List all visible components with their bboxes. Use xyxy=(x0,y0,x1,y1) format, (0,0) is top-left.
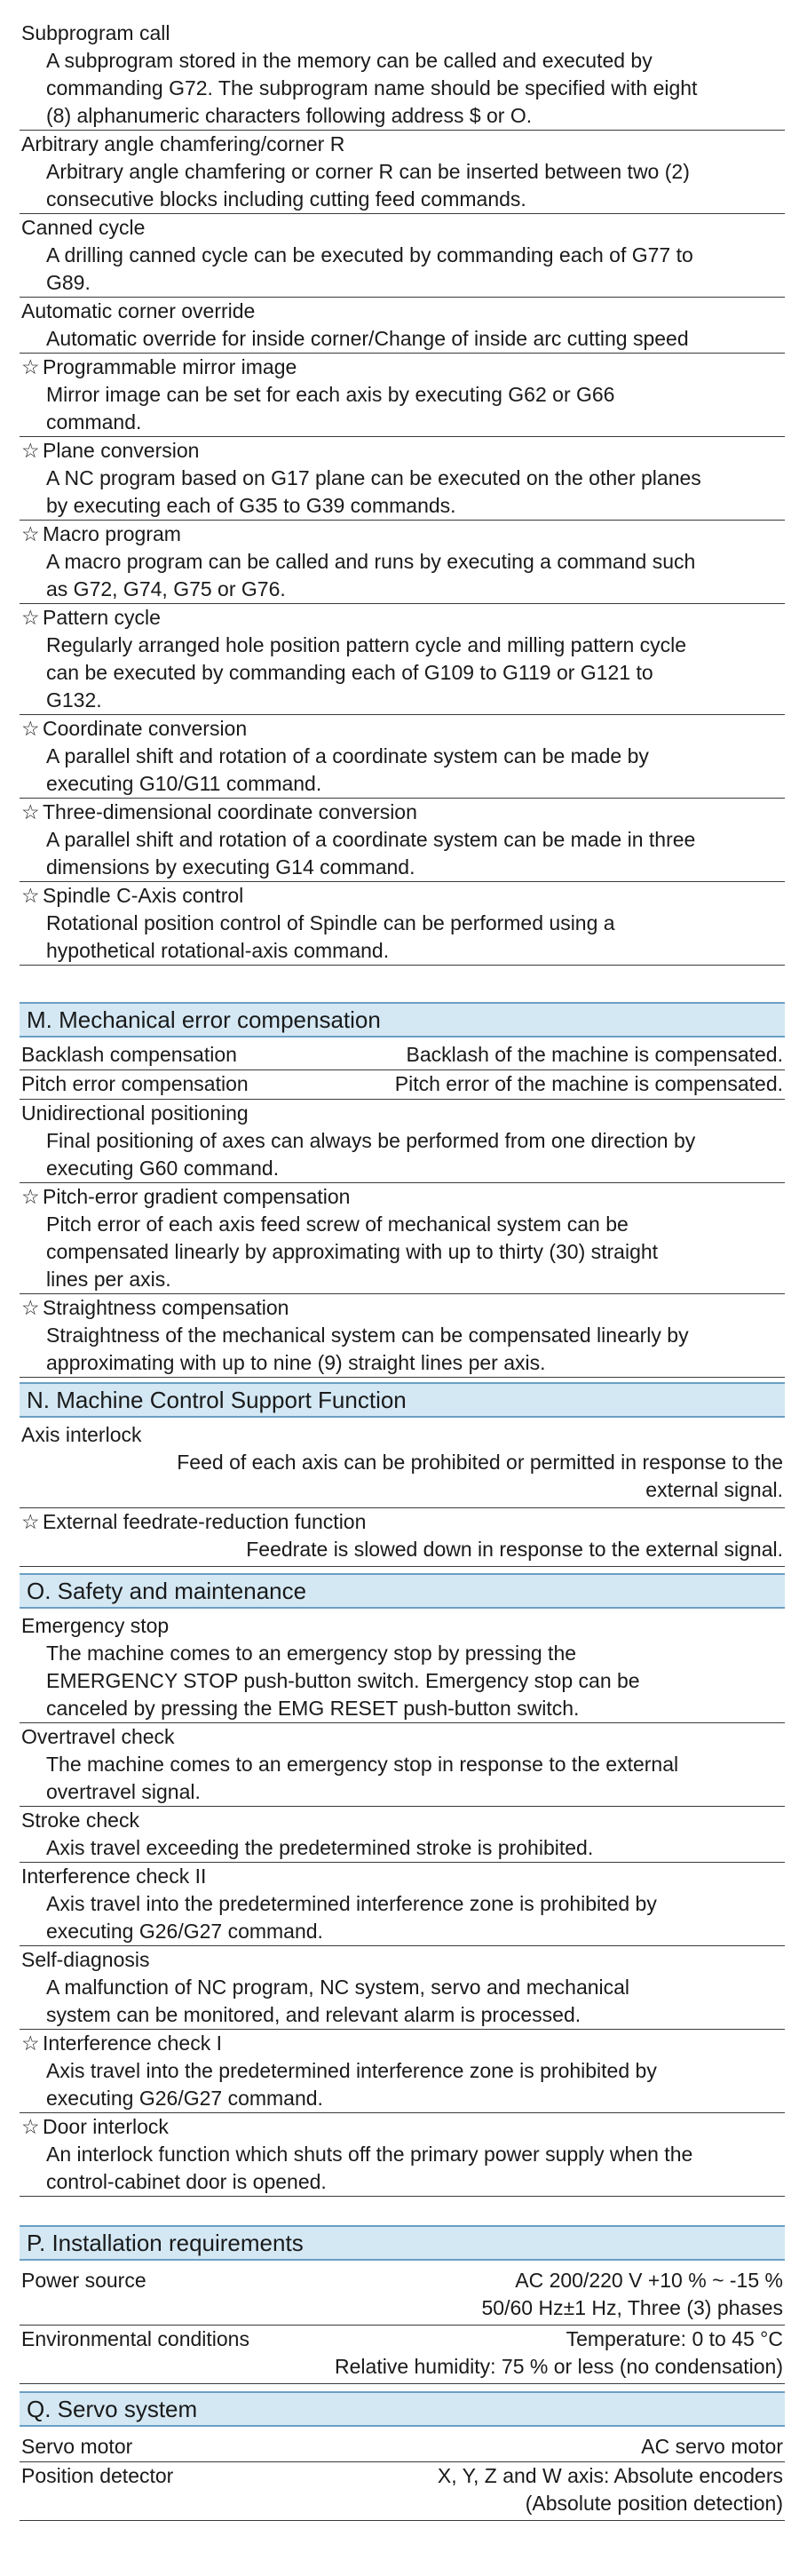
item-desc-line: Feedrate is slowed down in response to the external signal. xyxy=(246,1538,783,1561)
section-l-items xyxy=(20,20,785,966)
item-desc-line: G132. xyxy=(46,688,102,712)
item-subprogram-call xyxy=(20,20,785,131)
item-door-interlock xyxy=(20,2113,785,2197)
item-self-diagnosis xyxy=(20,1946,785,2030)
row-value-2: 50/60 Hz±1 Hz, Three (3) phases xyxy=(481,2296,783,2319)
item-desc-line: A malfunction of NC program, NC system, servo and mechanical xyxy=(46,1976,630,1999)
section-p-heading: P. Installation requirements xyxy=(20,2225,785,2261)
item-pattern-cycle xyxy=(20,604,785,715)
item-canned-cycle xyxy=(20,214,785,298)
item-desc-line: lines per axis. xyxy=(46,1268,171,1291)
item-macro-program xyxy=(20,521,785,604)
star-icon: ☆ xyxy=(21,2115,40,2138)
item-title: ☆ Plane conversion xyxy=(20,437,785,465)
item-automatic-corner-override xyxy=(20,298,785,354)
item-desc-line: commanding G72. The subprogram name should be specified with eight xyxy=(46,76,698,99)
item-desc-line: compensated linearly by approximating with up to thirty (30) straight xyxy=(46,1240,659,1263)
item-desc-line: Arbitrary angle chamfering or corner R can be inserted between two (2) xyxy=(46,160,690,183)
star-icon: ☆ xyxy=(21,606,40,629)
section-q-heading: Q. Servo system xyxy=(20,2391,785,2427)
item-desc-line: A drilling canned cycle can be executed by commanding each of G77 to xyxy=(46,243,693,266)
item-three-dimensional-coordinate-conversion xyxy=(20,799,785,882)
item-coordinate-conversion xyxy=(20,715,785,799)
item-desc-line: Axis travel into the predetermined interference zone is prohibited by xyxy=(46,1892,657,1915)
item-unidirectional-positioning xyxy=(20,1100,785,1183)
row-value: Backlash of the machine is compensated. xyxy=(406,1043,783,1066)
row-value: AC 200/220 V +10 % ~ -15 % xyxy=(515,2269,783,2292)
section-m-heading: M. Mechanical error compensation xyxy=(20,1002,785,1038)
item-title: Emergency stop xyxy=(21,1614,170,1637)
item-desc-line: hypothetical rotational-axis command. xyxy=(46,939,390,962)
spec-row-pitch-error xyxy=(20,1070,785,1100)
item-plane-conversion xyxy=(20,437,785,521)
item-title: Canned cycle xyxy=(21,216,146,239)
item-title: ☆ Spindle C-Axis control xyxy=(20,882,785,910)
spec-row-backlash xyxy=(20,1041,785,1070)
section-n-heading: N. Machine Control Support Function xyxy=(20,1382,785,1418)
item-programmable-mirror-image xyxy=(20,354,785,437)
item-desc-line: The machine comes to an emergency stop by pressing the xyxy=(46,1642,577,1665)
item-desc-line: Rotational position control of Spindle can be performed using a xyxy=(46,911,615,934)
item-desc-line: A parallel shift and rotation of a coordinate system can be made in three xyxy=(46,828,696,851)
row-value: Temperature: 0 to 45 °C xyxy=(566,2327,783,2350)
row-value-2: Relative humidity: 75 % or less (no condensation) xyxy=(335,2355,783,2378)
item-emergency-stop xyxy=(20,1612,785,1723)
item-desc-line: A NC program based on G17 plane can be executed on the other planes xyxy=(46,466,701,489)
item-title: ☆ Straightness compensation xyxy=(20,1294,785,1322)
item-desc-line: The machine comes to an emergency stop in response to the external xyxy=(46,1753,679,1776)
item-title: ☆ Three-dimensional coordinate conversion xyxy=(20,799,785,826)
item-title: Automatic corner override xyxy=(21,299,256,322)
star-icon: ☆ xyxy=(21,1185,40,1208)
item-desc-line: dimensions by executing G14 command. xyxy=(46,855,415,879)
star-icon: ☆ xyxy=(21,1296,40,1319)
item-interference-check-ii xyxy=(20,1863,785,1946)
section-o-items xyxy=(20,1612,785,2197)
item-desc-line: command. xyxy=(46,410,142,433)
item-desc-line: EMERGENCY STOP push-button switch. Emergency stop can be xyxy=(46,1669,640,1692)
item-desc-line: A parallel shift and rotation of a coordinate system can be made by xyxy=(46,744,649,767)
item-desc-line: Final positioning of axes can always be performed from one direction by xyxy=(46,1129,696,1152)
item-desc-line: A macro program can be called and runs by executing a command such xyxy=(46,550,696,573)
item-desc-line: G89. xyxy=(46,271,91,294)
item-title: Interference check II xyxy=(21,1864,207,1888)
item-interference-check-i xyxy=(20,2030,785,2113)
section-n-items xyxy=(20,1421,785,1567)
item-desc-line: Axis travel exceeding the predetermined stroke is prohibited. xyxy=(46,1836,594,1859)
item-desc-line: as G72, G74, G75 or G76. xyxy=(46,577,286,600)
item-desc-line: Straightness of the mechanical system can be compensated linearly by xyxy=(46,1324,689,1347)
section-m-items xyxy=(20,1100,785,1378)
item-desc-line: consecutive blocks including cutting feed commands. xyxy=(46,187,526,211)
item-title: Arbitrary angle chamfering/corner R xyxy=(21,132,345,155)
item-desc-line: (8) alphanumeric characters following address $ or O. xyxy=(46,104,533,127)
row-key: Servo motor xyxy=(21,2435,133,2458)
item-title: ☆ Programmable mirror image xyxy=(20,354,785,381)
spec-row-power-source xyxy=(20,2267,785,2326)
item-external-feedrate-reduction xyxy=(20,1508,785,1567)
item-title: Unidirectional positioning xyxy=(21,1101,249,1125)
item-desc-line: Axis travel into the predetermined interference zone is prohibited by xyxy=(46,2059,657,2082)
star-icon: ☆ xyxy=(21,522,40,545)
item-overtravel-check xyxy=(20,1723,785,1807)
item-desc-line: Feed of each axis can be prohibited or permitted in response to the xyxy=(177,1451,783,1474)
star-icon: ☆ xyxy=(21,1510,40,1533)
star-icon: ☆ xyxy=(21,717,40,740)
row-key: Backlash compensation xyxy=(21,1043,237,1066)
item-axis-interlock xyxy=(20,1421,785,1508)
spec-row-environmental-conditions xyxy=(20,2326,785,2384)
item-title: ☆ External feedrate-reduction function xyxy=(20,1508,785,1536)
spec-row-servo-motor xyxy=(20,2433,785,2462)
item-title: ☆ Coordinate conversion xyxy=(20,715,785,743)
item-desc-line: control-cabinet door is opened. xyxy=(46,2170,327,2193)
item-desc-line: by executing each of G35 to G39 commands. xyxy=(46,494,456,517)
item-arbitrary-angle-chamfering-corner-r xyxy=(20,131,785,214)
row-key: Power source xyxy=(21,2269,146,2292)
item-desc-line: external signal. xyxy=(645,1478,783,1501)
item-title: ☆ Door interlock xyxy=(20,2113,785,2141)
item-title: ☆ Interference check I xyxy=(20,2030,785,2057)
row-key: Pitch error compensation xyxy=(21,1072,249,1095)
item-desc-line: executing G10/G11 command. xyxy=(46,772,322,795)
item-desc-line: An interlock function which shuts off the primary power supply when the xyxy=(46,2143,693,2166)
item-desc-line: can be executed by commanding each of G109 to G119 or G121 to xyxy=(46,661,653,684)
item-title: ☆ Macro program xyxy=(20,521,785,548)
star-icon: ☆ xyxy=(21,355,40,378)
item-desc-line: approximating with up to nine (9) straight lines per axis. xyxy=(46,1351,546,1374)
item-title: ☆ Pitch-error gradient compensation xyxy=(20,1183,785,1211)
row-value: X, Y, Z and W axis: Absolute encoders xyxy=(437,2464,783,2487)
item-desc-line: canceled by pressing the EMG RESET push-button switch. xyxy=(46,1697,580,1720)
section-o-heading: O. Safety and maintenance xyxy=(20,1573,785,1609)
item-desc-line: Mirror image can be set for each axis by executing G62 or G66 xyxy=(46,383,615,406)
item-pitch-error-gradient-compensation xyxy=(20,1183,785,1294)
item-desc-line: overtravel signal. xyxy=(46,1780,201,1803)
row-key: Position detector xyxy=(21,2464,174,2487)
item-desc-line: Automatic override for inside corner/Change of inside arc cutting speed xyxy=(46,327,689,350)
item-title: Self-diagnosis xyxy=(21,1948,150,1971)
item-desc-line: system can be monitored, and relevant alarm is processed. xyxy=(46,2003,581,2026)
row-value: Pitch error of the machine is compensated. xyxy=(394,1072,783,1095)
row-value-2: (Absolute position detection) xyxy=(525,2492,783,2515)
item-desc-line: Regularly arranged hole position pattern cycle and milling pattern cycle xyxy=(46,633,687,656)
item-title: Axis interlock xyxy=(21,1423,142,1446)
item-title: ☆ Pattern cycle xyxy=(20,604,785,632)
star-icon: ☆ xyxy=(21,800,40,823)
item-title: Overtravel check xyxy=(21,1725,175,1748)
item-spindle-c-axis-control xyxy=(20,882,785,966)
star-icon: ☆ xyxy=(21,884,40,907)
row-key: Environmental conditions xyxy=(21,2327,249,2350)
item-title: Stroke check xyxy=(21,1809,139,1832)
item-desc-line: executing G60 command. xyxy=(46,1157,280,1180)
item-title: Subprogram call xyxy=(21,21,170,44)
item-desc-line: Pitch error of each axis feed screw of mechanical system can be xyxy=(46,1212,629,1236)
item-desc-line: executing G26/G27 command. xyxy=(46,1920,323,1943)
star-icon: ☆ xyxy=(21,439,40,462)
item-desc-line: A subprogram stored in the memory can be called and executed by xyxy=(46,49,653,72)
star-icon: ☆ xyxy=(21,2031,40,2055)
item-desc-line: executing G26/G27 command. xyxy=(46,2087,323,2110)
spec-row-position-detector xyxy=(20,2462,785,2521)
item-straightness-compensation xyxy=(20,1294,785,1378)
row-value: AC servo motor xyxy=(641,2435,783,2458)
item-stroke-check xyxy=(20,1807,785,1863)
